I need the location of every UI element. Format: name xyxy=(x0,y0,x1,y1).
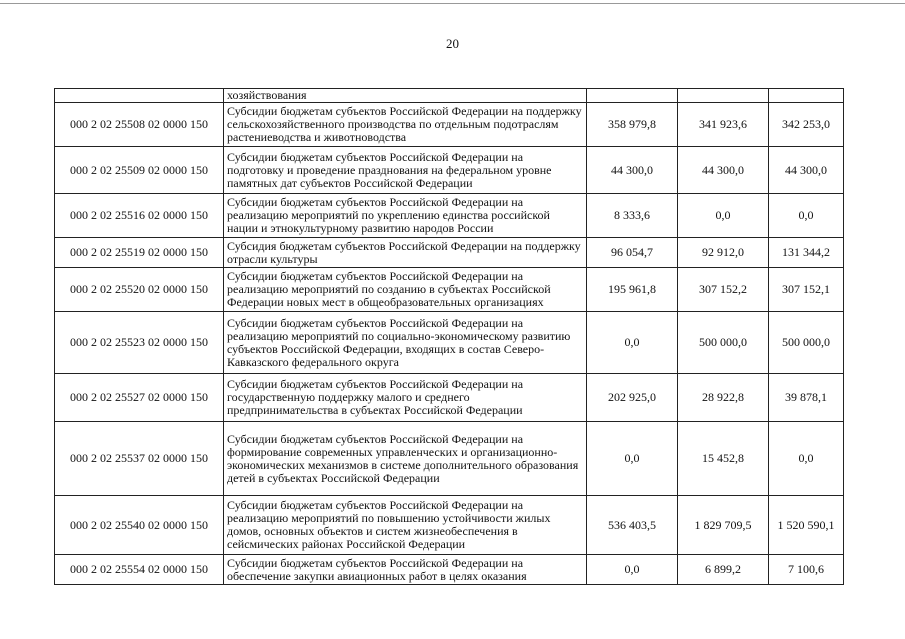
value-cell-3: 7 100,6 xyxy=(769,555,844,585)
value-cell-3: 39 878,1 xyxy=(769,374,844,422)
budget-code-cell: 000 2 02 25520 02 0000 150 xyxy=(55,268,224,312)
budget-code-cell: 000 2 02 25554 02 0000 150 xyxy=(55,555,224,585)
table-row xyxy=(55,147,844,194)
value-cell-2 xyxy=(678,89,769,103)
value-cell-3: 0,0 xyxy=(769,194,844,238)
description-cell: Субсидии бюджетам субъектов Российской Федерации на подготовку и проведение празднования на федеральном уровне памятных дат субъектов Российской Федерации xyxy=(224,147,587,194)
description-cell: Субсидии бюджетам субъектов Российской Федерации на реализацию мероприятий по укреплению единства российской нации и этнокультурному развитию народов России xyxy=(224,194,587,238)
description-cell: Субсидии бюджетам субъектов Российской Федерации на реализацию мероприятий по социально-экономическому развитию субъектов Российской Федерации, входящих в состав Северо-Кавказского федерального округа xyxy=(224,312,587,374)
budget-table xyxy=(54,88,844,585)
table-row xyxy=(55,194,844,238)
value-cell-1: 202 925,0 xyxy=(587,374,678,422)
value-cell-2: 6 899,2 xyxy=(678,555,769,585)
value-cell-2: 307 152,2 xyxy=(678,268,769,312)
description-cell: Субсидии бюджетам субъектов Российской Федерации на поддержку сельскохозяйственного производства по отдельным подотраслям растениеводства и животноводства xyxy=(224,103,587,147)
table-row xyxy=(55,238,844,268)
value-cell-3: 0,0 xyxy=(769,422,844,496)
value-cell-2: 15 452,8 xyxy=(678,422,769,496)
value-cell-3 xyxy=(769,89,844,103)
value-cell-2: 341 923,6 xyxy=(678,103,769,147)
budget-code-cell xyxy=(55,89,224,103)
budget-code-cell: 000 2 02 25540 02 0000 150 xyxy=(55,496,224,555)
budget-code-cell: 000 2 02 25523 02 0000 150 xyxy=(55,312,224,374)
value-cell-2: 92 912,0 xyxy=(678,238,769,268)
description-cell: хозяйствования xyxy=(224,89,587,103)
table-row xyxy=(55,496,844,555)
value-cell-2: 1 829 709,5 xyxy=(678,496,769,555)
budget-code-cell: 000 2 02 25516 02 0000 150 xyxy=(55,194,224,238)
value-cell-2: 28 922,8 xyxy=(678,374,769,422)
value-cell-2: 44 300,0 xyxy=(678,147,769,194)
table-row xyxy=(55,268,844,312)
value-cell-2: 0,0 xyxy=(678,194,769,238)
value-cell-3: 1 520 590,1 xyxy=(769,496,844,555)
table-row xyxy=(55,555,844,585)
value-cell-3: 44 300,0 xyxy=(769,147,844,194)
budget-code-cell: 000 2 02 25519 02 0000 150 xyxy=(55,238,224,268)
scan-edge-line xyxy=(0,3,905,4)
description-cell: Субсидии бюджетам субъектов Российской Федерации на реализацию мероприятий по повышению устойчивости жилых домов, основных объектов и систем жизнеобеспечения в сейсмических районах Российской Федерации xyxy=(224,496,587,555)
value-cell-1 xyxy=(587,89,678,103)
description-cell: Субсидии бюджетам субъектов Российской Федерации на государственную поддержку малого и среднего предпринимательства в субъектах Российской Федерации xyxy=(224,374,587,422)
value-cell-1: 96 054,7 xyxy=(587,238,678,268)
description-cell: Субсидия бюджетам субъектов Российской Федерации на поддержку отрасли культуры xyxy=(224,238,587,268)
table-row xyxy=(55,374,844,422)
table-row xyxy=(55,422,844,496)
description-cell: Субсидии бюджетам субъектов Российской Федерации на обеспечение закупки авиационных работ в целях оказания xyxy=(224,555,587,585)
table-row xyxy=(55,103,844,147)
budget-code-cell: 000 2 02 25509 02 0000 150 xyxy=(55,147,224,194)
value-cell-1: 195 961,8 xyxy=(587,268,678,312)
value-cell-1: 0,0 xyxy=(587,422,678,496)
description-cell: Субсидии бюджетам субъектов Российской Федерации на реализацию мероприятий по созданию в субъектах Российской Федерации новых мест в общеобразовательных организациях xyxy=(224,268,587,312)
description-cell: Субсидии бюджетам субъектов Российской Федерации на формирование современных управленческих и организационно-экономических механизмов в системе дополнительного образования детей в субъектах Российской Федерации xyxy=(224,422,587,496)
value-cell-1: 358 979,8 xyxy=(587,103,678,147)
page-number: 20 xyxy=(446,36,459,51)
value-cell-3: 342 253,0 xyxy=(769,103,844,147)
table-row xyxy=(55,89,844,103)
value-cell-2: 500 000,0 xyxy=(678,312,769,374)
value-cell-3: 131 344,2 xyxy=(769,238,844,268)
budget-code-cell: 000 2 02 25508 02 0000 150 xyxy=(55,103,224,147)
budget-code-cell: 000 2 02 25537 02 0000 150 xyxy=(55,422,224,496)
table-row xyxy=(55,312,844,374)
value-cell-1: 8 333,6 xyxy=(587,194,678,238)
value-cell-1: 44 300,0 xyxy=(587,147,678,194)
budget-code-cell: 000 2 02 25527 02 0000 150 xyxy=(55,374,224,422)
value-cell-3: 500 000,0 xyxy=(769,312,844,374)
value-cell-3: 307 152,1 xyxy=(769,268,844,312)
value-cell-1: 0,0 xyxy=(587,555,678,585)
value-cell-1: 0,0 xyxy=(587,312,678,374)
value-cell-1: 536 403,5 xyxy=(587,496,678,555)
